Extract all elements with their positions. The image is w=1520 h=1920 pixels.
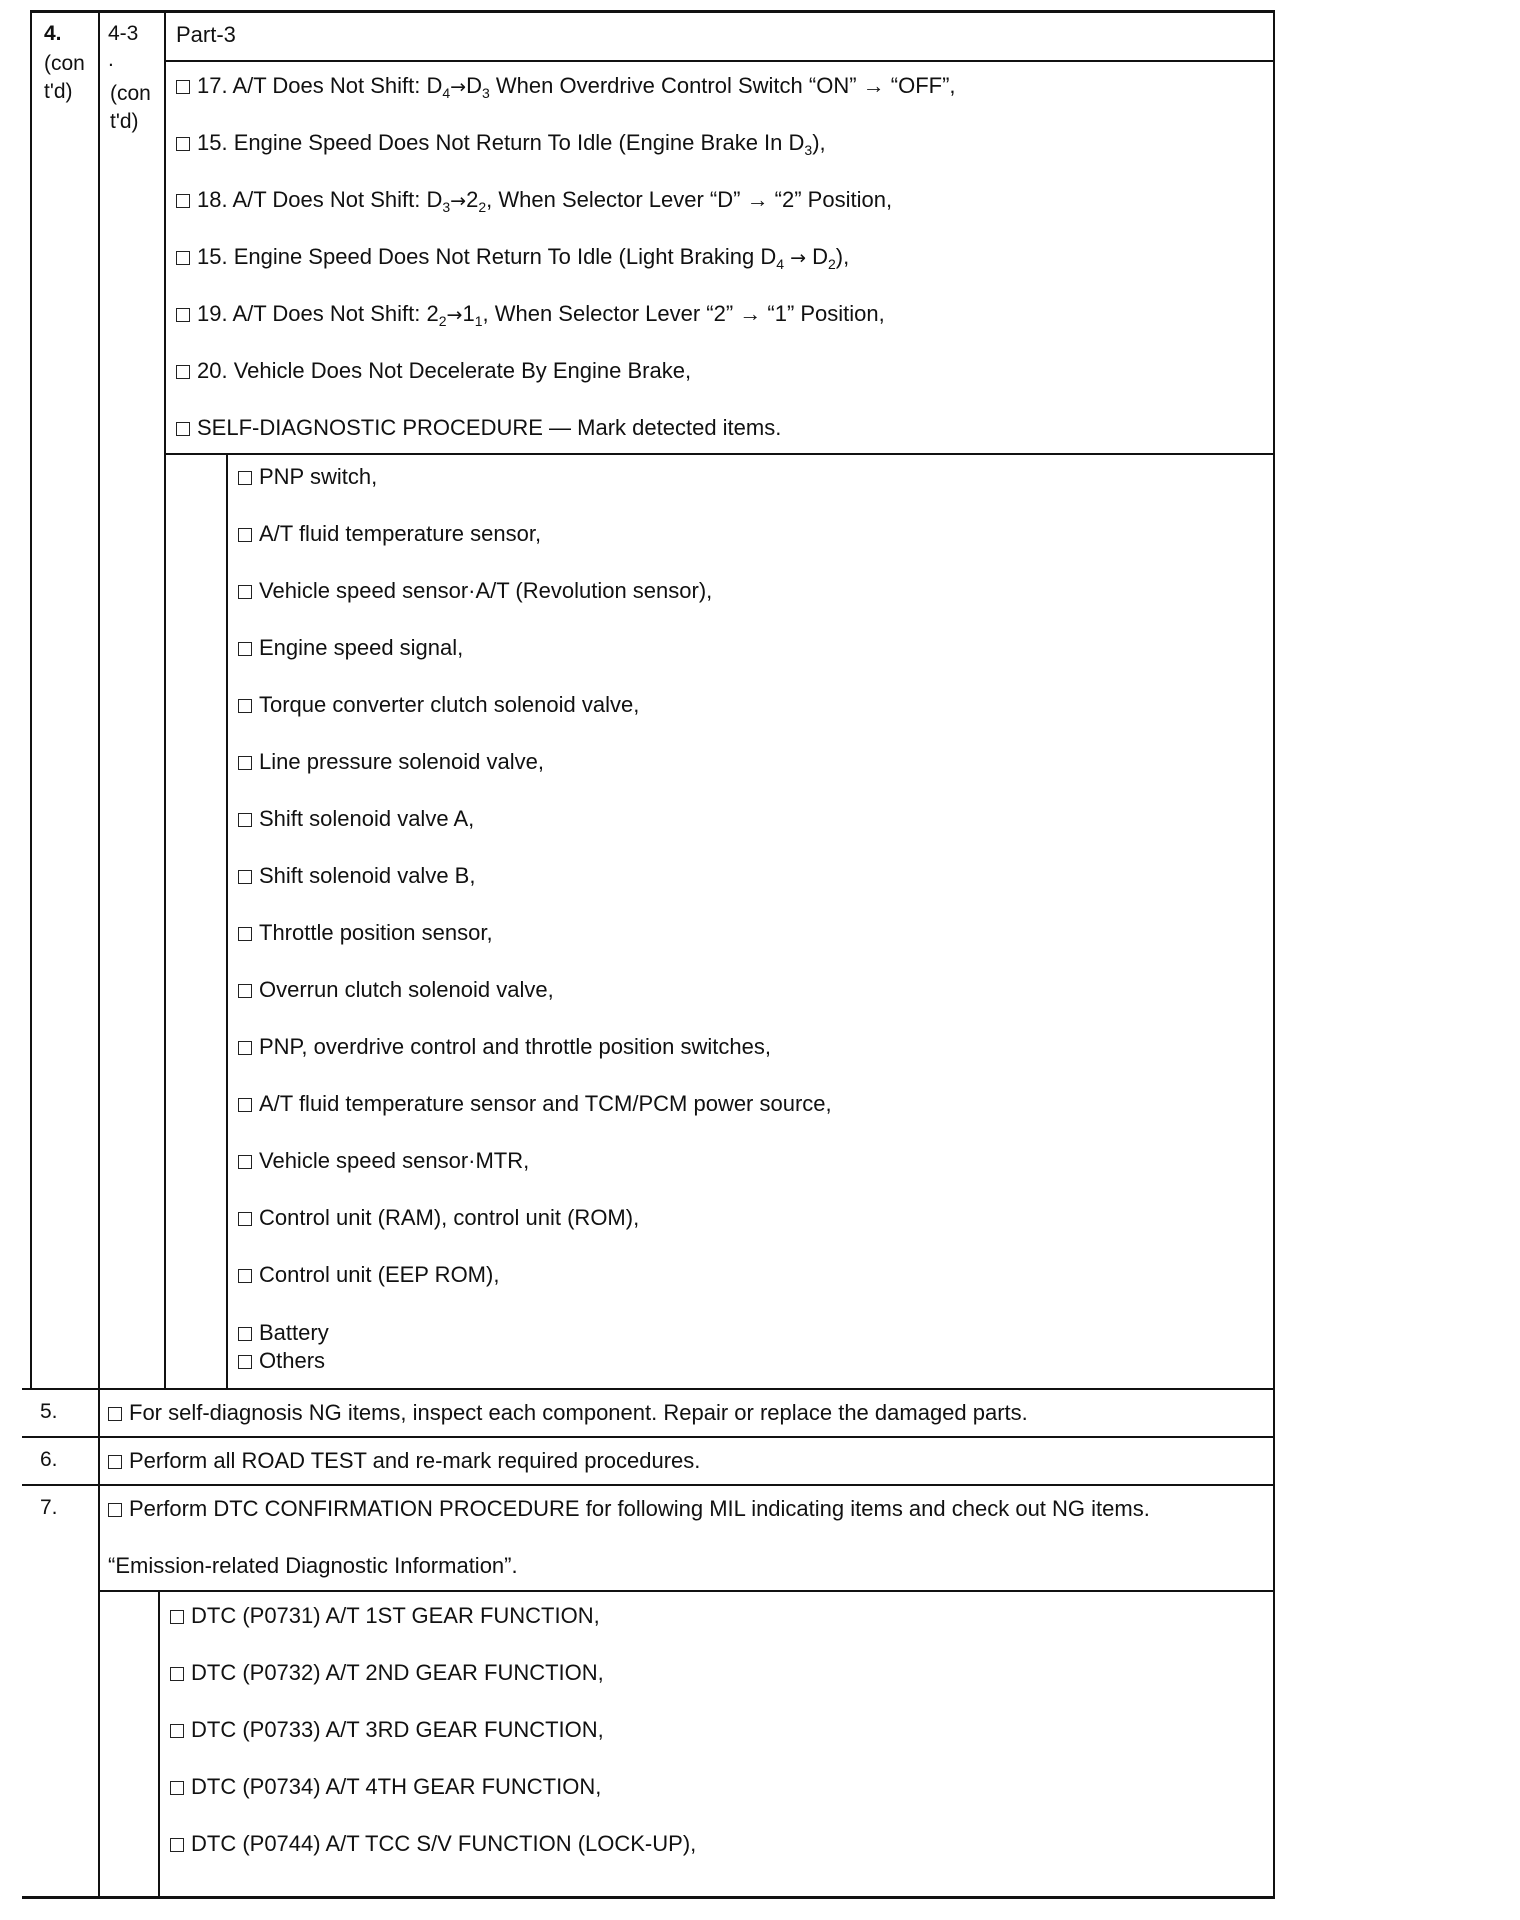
checkbox[interactable] [170,1781,184,1795]
checkbox[interactable] [238,1155,252,1169]
checkbox[interactable] [238,1098,252,1112]
checkbox[interactable] [108,1455,122,1469]
checkbox[interactable] [176,251,190,265]
dtc-indent-divider [158,1590,160,1898]
self-diag-item: A/T fluid temperature sensor, [238,521,541,547]
part3-header-divider [164,60,1275,62]
self-diag-item: Others [238,1348,325,1374]
symptom-item-17: 17. A/T Does Not Shift: $D_4\to D_3$ When Overdrive Control Switch “ON” → “OFF”, [176,73,956,100]
checkbox[interactable] [108,1407,122,1421]
checkbox[interactable] [238,927,252,941]
symptom-item-15-engine-brake: 15. Engine Speed Does Not Return To Idle (Engine Brake In $D_3$), [176,130,826,156]
symptom-item-20: 20. Vehicle Does Not Decelerate By Engine Brake, [176,358,691,384]
table-bottom-border [22,1896,1275,1899]
checkbox[interactable] [176,194,190,208]
step-4-continued-line2: t'd) [44,80,73,103]
dtc-item: DTC (P0732) A/T 2ND GEAR FUNCTION, [170,1660,604,1686]
table-left-border [30,10,32,1388]
self-diag-indent-divider [226,453,228,1388]
sub-step-column-divider [164,10,166,1388]
checkbox[interactable] [238,984,252,998]
checkbox[interactable] [170,1724,184,1738]
checkbox[interactable] [238,528,252,542]
sub-step-continued-line2: t'd) [110,110,139,133]
checkbox[interactable] [238,699,252,713]
checkbox[interactable] [238,1355,252,1369]
self-diag-item: Vehicle speed sensor·MTR, [238,1148,529,1174]
self-diag-item: Control unit (RAM), control unit (ROM), [238,1205,639,1231]
checkbox[interactable] [238,1212,252,1226]
checkbox[interactable] [238,813,252,827]
checkbox[interactable] [238,642,252,656]
checkbox[interactable] [238,756,252,770]
dtc-divider [98,1590,1275,1592]
step-5-instruction: For self-diagnosis NG items, inspect each component. Repair or replace the damaged parts. [108,1400,1028,1426]
step-7-note: “Emission-related Diagnostic Information”. [108,1553,518,1578]
symptom-item-18: 18. A/T Does Not Shift: $D_3\to 2_2$, When Selector Lever “D” → “2” Position, [176,187,892,214]
checkbox[interactable] [170,1667,184,1681]
checkbox[interactable] [238,1269,252,1283]
checkbox[interactable] [176,137,190,151]
self-diagnostic-procedure-item: SELF-DIAGNOSTIC PROCEDURE — Mark detected items. [176,415,781,441]
step-4-continued-line1: (con [44,52,85,75]
step-7-instruction: Perform DTC CONFIRMATION PROCEDURE for following MIL indicating items and check out NG items. [108,1496,1150,1522]
self-diag-item: Battery [238,1320,329,1346]
self-diag-item: Overrun clutch solenoid valve, [238,977,554,1003]
dtc-item: DTC (P0744) A/T TCC S/V FUNCTION (LOCK-UP), [170,1831,696,1857]
checkbox[interactable] [238,870,252,884]
self-diag-item: Engine speed signal, [238,635,463,661]
self-diag-item: Shift solenoid valve B, [238,863,475,889]
self-diag-item: PNP, overdrive control and throttle position switches, [238,1034,771,1060]
checkbox[interactable] [238,1041,252,1055]
checkbox[interactable] [238,1327,252,1341]
checkbox[interactable] [176,308,190,322]
table-top-border [30,10,1275,13]
self-diag-item: PNP switch, [238,464,377,490]
part-heading: Part-3 [176,22,236,47]
table-right-border [1273,10,1275,1898]
checkbox[interactable] [108,1503,122,1517]
self-diag-divider [164,453,1275,455]
symptom-item-15-light-braking: 15. Engine Speed Does Not Return To Idle (Light Braking $D_4 \to D_2$), [176,244,849,271]
row5-top-border [22,1388,1275,1390]
symptom-item-19: 19. A/T Does Not Shift: $2_2\to 1_1$, When Selector Lever “2” → “1” Position, [176,301,885,328]
self-diag-item: Torque converter clutch solenoid valve, [238,692,639,718]
self-diag-item: A/T fluid temperature sensor and TCM/PCM power source, [238,1091,832,1117]
step-6-instruction: Perform all ROAD TEST and re-mark required procedures. [108,1448,700,1474]
step-number-6: 6. [40,1448,58,1471]
checkbox[interactable] [170,1610,184,1624]
self-diag-item: Throttle position sensor, [238,920,493,946]
row7-top-border [22,1484,1275,1486]
self-diag-item: Control unit (EEP ROM), [238,1262,499,1288]
step-number-5: 5. [40,1400,58,1423]
sub-step-continued-line1: (con [110,82,151,105]
step-number-7: 7. [40,1496,58,1519]
step-number-4: 4. [44,22,62,45]
checkbox[interactable] [176,422,190,436]
self-diag-item: Vehicle speed sensor·A/T (Revolution sensor), [238,578,712,604]
dtc-item: DTC (P0734) A/T 4TH GEAR FUNCTION, [170,1774,601,1800]
checkbox[interactable] [238,585,252,599]
step-column-divider [98,10,100,1898]
checkbox[interactable] [176,365,190,379]
checkbox[interactable] [238,471,252,485]
row6-top-border [22,1436,1275,1438]
dtc-item: DTC (P0731) A/T 1ST GEAR FUNCTION, [170,1603,600,1629]
self-diag-item: Line pressure solenoid valve, [238,749,544,775]
checkbox[interactable] [170,1838,184,1852]
sub-step-dot: . [108,48,114,71]
sub-step-number: 4-3 [108,22,139,45]
self-diag-item: Shift solenoid valve A, [238,806,474,832]
dtc-item: DTC (P0733) A/T 3RD GEAR FUNCTION, [170,1717,604,1743]
checkbox[interactable] [176,80,190,94]
